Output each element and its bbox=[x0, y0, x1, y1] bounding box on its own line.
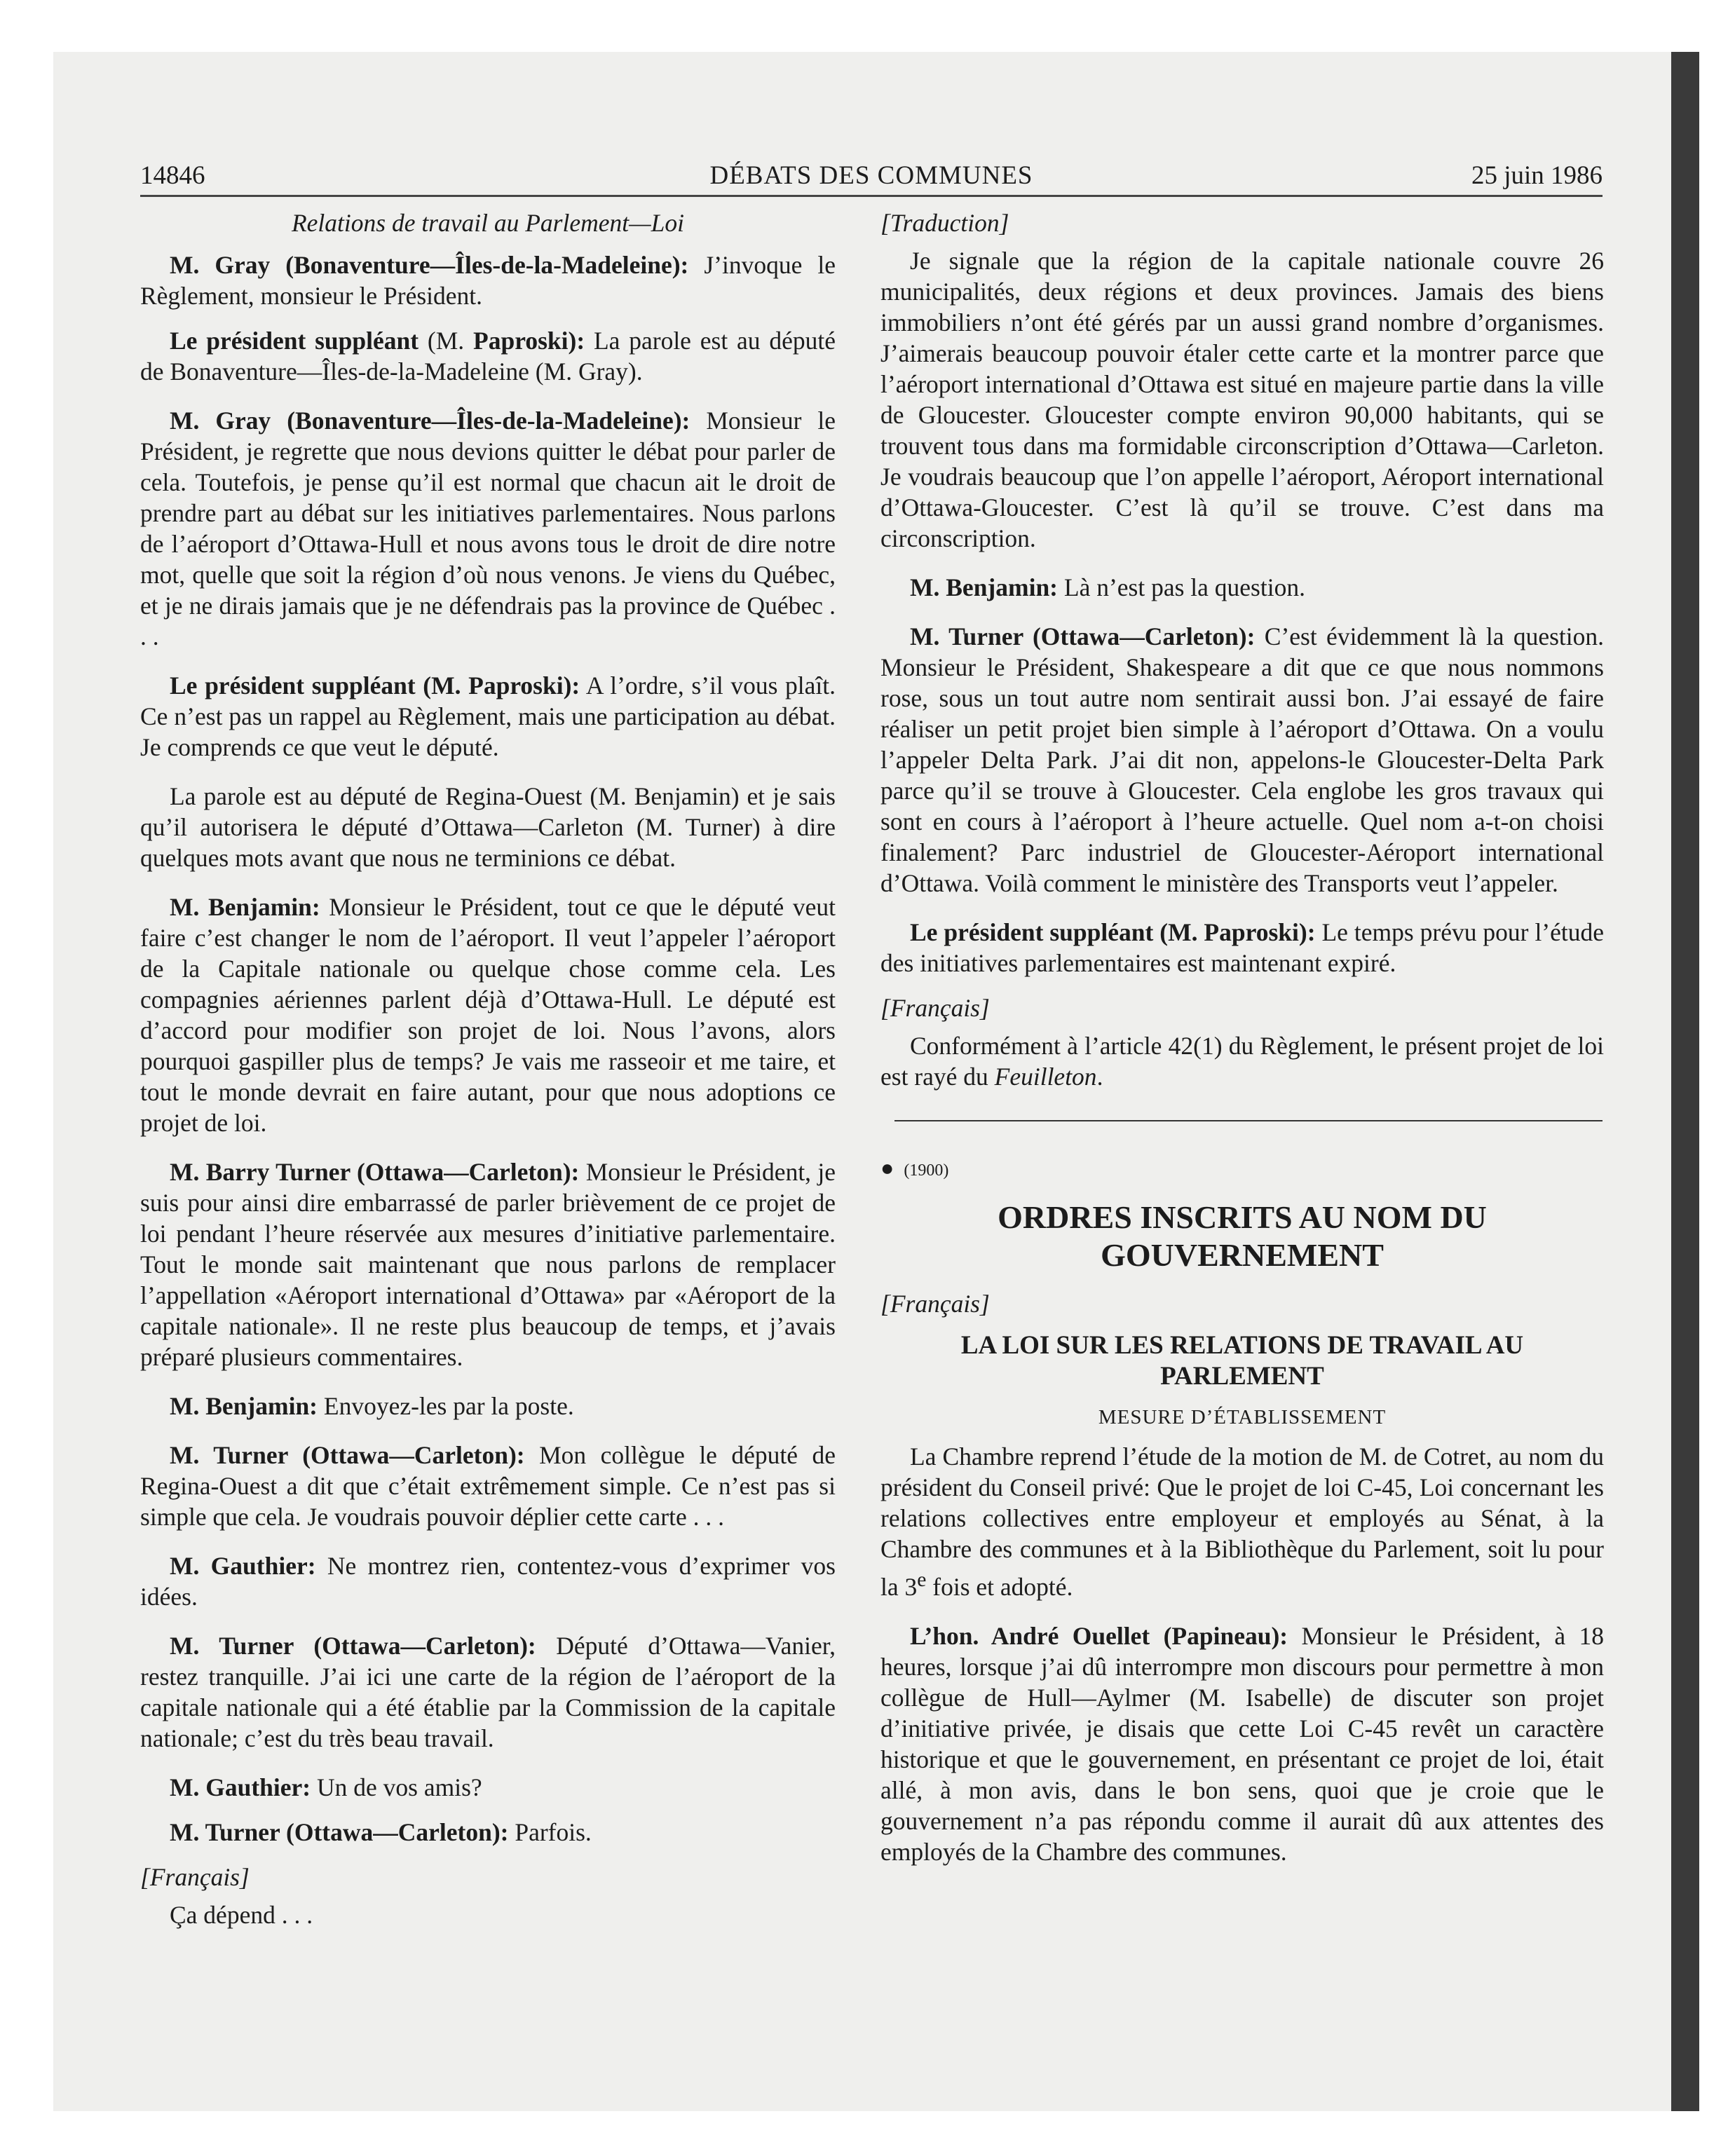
running-title: DÉBATS DES COMMUNES bbox=[709, 161, 1033, 190]
paragraph bbox=[140, 1391, 836, 1421]
page-header bbox=[140, 156, 1603, 197]
speaker: M. Turner (Ottawa—Carleton): bbox=[170, 1632, 536, 1660]
right-column bbox=[880, 207, 1604, 1885]
section-heading: ORDRES INSCRITS AU NOM DU GOUVERNEMENT bbox=[998, 1199, 1487, 1273]
speech: Un de vos amis? bbox=[311, 1773, 482, 1801]
speech: fois et adopté. bbox=[926, 1572, 1073, 1601]
speech: Mon collègue le député de Regina-Ouest a dit que c’était extrêmement simple. Ce n’est pas si simple que cela. Je voudrais pouvoir déplier cette carte . . . bbox=[140, 1441, 836, 1531]
left-column bbox=[140, 207, 836, 1949]
sentence-end: . bbox=[1096, 1063, 1103, 1091]
paragraph bbox=[140, 1630, 836, 1754]
speech: Monsieur le Président, je suis pour ainsi dire embarrassé de parler brièvement de ce projet de loi pendant l’heure réservée aux mesures d’initiative parlementaire. Tout le monde sait maintenant que nous parlons de remplacer l’appellation «Aéroport international d’Ottawa» par «Aéroport de la capitale nationale». Il ne reste plus beaucoup de temps, et j’avais préparé plusieurs commentaires. bbox=[140, 1158, 836, 1371]
paragraph bbox=[880, 917, 1604, 978]
paragraph bbox=[880, 621, 1604, 899]
speech: Ne montrez rien, contentez-vous d’exprimer vos idées. bbox=[140, 1552, 836, 1611]
section-title: Relations de travail au Parlement—Loi bbox=[291, 209, 685, 237]
speech: Le temps prévu pour l’étude des initiatives parlementaires est maintenant expiré. bbox=[880, 918, 1605, 977]
speaker: M. Gray (Bonaventure—Îles-de-la-Madeleine): bbox=[170, 407, 690, 435]
paragraph bbox=[880, 1621, 1604, 1867]
speaker: M. Gauthier: bbox=[170, 1773, 311, 1801]
speaker: Le président suppléant bbox=[170, 327, 419, 355]
speaker: Paproski): bbox=[473, 327, 585, 355]
subsection-label: MESURE D’ÉTABLISSEMENT bbox=[1098, 1406, 1387, 1428]
paragraph bbox=[140, 1550, 836, 1612]
speech: Là n’est pas la question. bbox=[1058, 573, 1305, 601]
speaker: M. Barry Turner (Ottawa—Carleton): bbox=[170, 1158, 580, 1186]
timestamp: (1900) bbox=[904, 1161, 949, 1180]
speaker: M. Gauthier: bbox=[170, 1552, 316, 1580]
paragraph bbox=[880, 1441, 1604, 1602]
paragraph bbox=[140, 1440, 836, 1532]
language-tag: [Français] bbox=[140, 1863, 250, 1891]
paragraph bbox=[140, 325, 836, 387]
speaker: M. Turner (Ottawa—Carleton): bbox=[910, 622, 1256, 650]
page-date: 25 juin 1986 bbox=[1471, 161, 1603, 190]
italic-title: Feuilleton bbox=[994, 1063, 1097, 1091]
speaker: M. Benjamin: bbox=[910, 573, 1059, 601]
speaker: M. Turner (Ottawa—Carleton): bbox=[170, 1441, 525, 1469]
paragraph bbox=[140, 1157, 836, 1372]
speech: A l’ordre, s’il vous plaît. Ce n’est pas un rappel au Règlement, mais une participation au débat. Je comprends ce que veut le député. bbox=[140, 671, 836, 761]
speech: La Chambre reprend l’étude de la motion de M. de Cotret, au nom du président du Conseil privé: Que le projet de loi C-45, Loi concernant les relations collectives entre employeur et employés au Sénat, à la Chambre des communes et à la Bibliothèque du Parlement, soit lu pour la 3 bbox=[880, 1442, 1604, 1601]
speech: Parfois. bbox=[508, 1818, 592, 1846]
speech: J’invoque le Règlement, monsieur le Président. bbox=[140, 251, 836, 310]
paragraph bbox=[140, 1772, 836, 1803]
paragraph bbox=[140, 892, 836, 1138]
speech: Député d’Ottawa—Vanier, restez tranquille. J’ai ici une carte de la région de l’aéroport de la capitale nationale qui a été établie par la Commission de la capitale nationale; c’est du très beau travail. bbox=[140, 1632, 836, 1752]
language-tag: [Traduction] bbox=[880, 209, 1009, 237]
speaker: M. Benjamin: bbox=[170, 1392, 318, 1420]
paragraph bbox=[140, 250, 836, 311]
page-number: 14846 bbox=[140, 161, 205, 190]
section-divider bbox=[894, 1120, 1603, 1121]
paragraph: La parole est au député de Regina-Ouest (M. Benjamin) et je sais qu’il autorisera le député d’Ottawa—Carleton (M. Turner) à dire quelques mots avant que nous ne terminions ce débat. bbox=[140, 782, 836, 872]
speech: La parole est au député de Bonaventure—Îles-de-la-Madeleine (M. Gray). bbox=[140, 327, 836, 386]
speech: Monsieur le Président, je regrette que nous devions quitter le débat pour parler de cela. Toutefois, je pense qu’il est normal que chacun ait le droit de prendre part au débat sur les initiatives parlementaires. Nous parlons de l’aéroport d’Ottawa-Hull et nous avons tous le droit de dire notre mot, quelle que soit la région d’où nous venons. Je viens du Québec, et je ne dirais jamais que je ne défendrais pas la province de Québec . . . bbox=[140, 407, 836, 650]
paragraph bbox=[140, 1817, 836, 1848]
subsection-heading: LA LOI SUR LES RELATIONS DE TRAVAIL AU PARLEMENT bbox=[960, 1331, 1524, 1391]
speech: Conformément à l’article 42(1) du Règlement, le présent projet de loi est rayé du bbox=[880, 1032, 1604, 1091]
speech: Monsieur le Président, à 18 heures, lorsque j’ai dû interrompre mon discours pour permettre à mon collègue de Hull—Aylmer (M. Isabelle) de discuter son projet d’initiative privée, je disais que cette Loi C-45 revêt un caractère historique et que le gouvernement, en présentant ce projet de loi, était allé, à mon avis, dans le bon sens, quoi que je croie que le gouvernement n’a pas répondu comme il aurait dû aux attentes des employés de la Chambre des communes. bbox=[880, 1621, 1604, 1866]
paragraph bbox=[140, 670, 836, 763]
speaker: M. Turner (Ottawa—Carleton): bbox=[170, 1818, 509, 1846]
speech: Monsieur le Président, tout ce que le député veut faire c’est changer le nom de l’aéroport. Il veut l’appeler l’aéroport de la Capitale nationale ou quelque chose comme cela. Les compagnies aériennes parlent déjà d’Ottawa-Hull. Le député est d’accord pour modifier son projet de loi. Nous l’avons, alors pourquoi gaspiller plus de temps? Je vais me rasseoir et me taire, et tout le monde devrait en faire autant, pour que nous adoptions ce projet de loi. bbox=[140, 893, 836, 1137]
speaker: L’hon. André Ouellet (Papineau): bbox=[910, 1621, 1288, 1650]
speech: Envoyez-les par la poste. bbox=[318, 1392, 574, 1420]
scan-edge-shadow bbox=[1671, 52, 1699, 2111]
speaker-suffix: (M. bbox=[419, 327, 474, 355]
language-tag: [Français] bbox=[880, 1290, 990, 1318]
paragraph bbox=[880, 572, 1604, 603]
paragraph bbox=[880, 1030, 1604, 1092]
speaker: Le président suppléant (M. Paproski): bbox=[910, 918, 1316, 946]
bullet-icon: ● bbox=[880, 1155, 894, 1180]
paragraph: Je signale que la région de la capitale nationale couvre 26 municipalités, deux régions et deux provinces. Jamais des biens immobiliers n’ont été gérés par un aussi grand nombre d’organismes. J’aimerais beaucoup pouvoir étaler cette carte et la montrer parce que l’aéroport international d’Ottawa est situé en majeure partie dans la ville de Gloucester. Gloucester compte environ 90,000 habitants, qui se trouvent tous dans ma formidable circonscription d’Ottawa—Carleton. Je voudrais beaucoup que l’on appelle l’aéroport, Aéroport international d’Ottawa-Gloucester. C’est là qu’il se trouve. C’est dans ma circonscription. bbox=[880, 247, 1604, 552]
superscript: e bbox=[917, 1569, 927, 1591]
timestamp-marker bbox=[880, 1152, 1604, 1186]
paragraph: Ça dépend . . . bbox=[170, 1901, 313, 1929]
speaker: Le président suppléant (M. Paproski): bbox=[170, 671, 580, 700]
paragraph bbox=[140, 405, 836, 652]
language-tag: [Français] bbox=[880, 994, 990, 1022]
speech: C’est évidemment là la question. Monsieur le Président, Shakespeare a dit que ce que nous nommons rose, sous un tout autre nom sentirait aussi bon. J’ai essayé de faire réaliser un petit projet bien simple à l’aéroport d’Ottawa. On a voulu l’appeler Delta Park. J’ai dit non, appelons-le Gloucester-Delta Park parce qu’il se trouve à Gloucester. Cela englobe les gros travaux qui sont en cours à l’aéroport à l’heure actuelle. Quel nom a-t-on choisi finalement? Parc industriel de Gloucester-Aéroport international d’Ottawa. Voilà comment le ministère des Transports veut l’appeler. bbox=[880, 622, 1604, 897]
speaker: M. Gray (Bonaventure—Îles-de-la-Madeleine): bbox=[170, 251, 689, 279]
speaker: M. Benjamin: bbox=[170, 893, 320, 921]
